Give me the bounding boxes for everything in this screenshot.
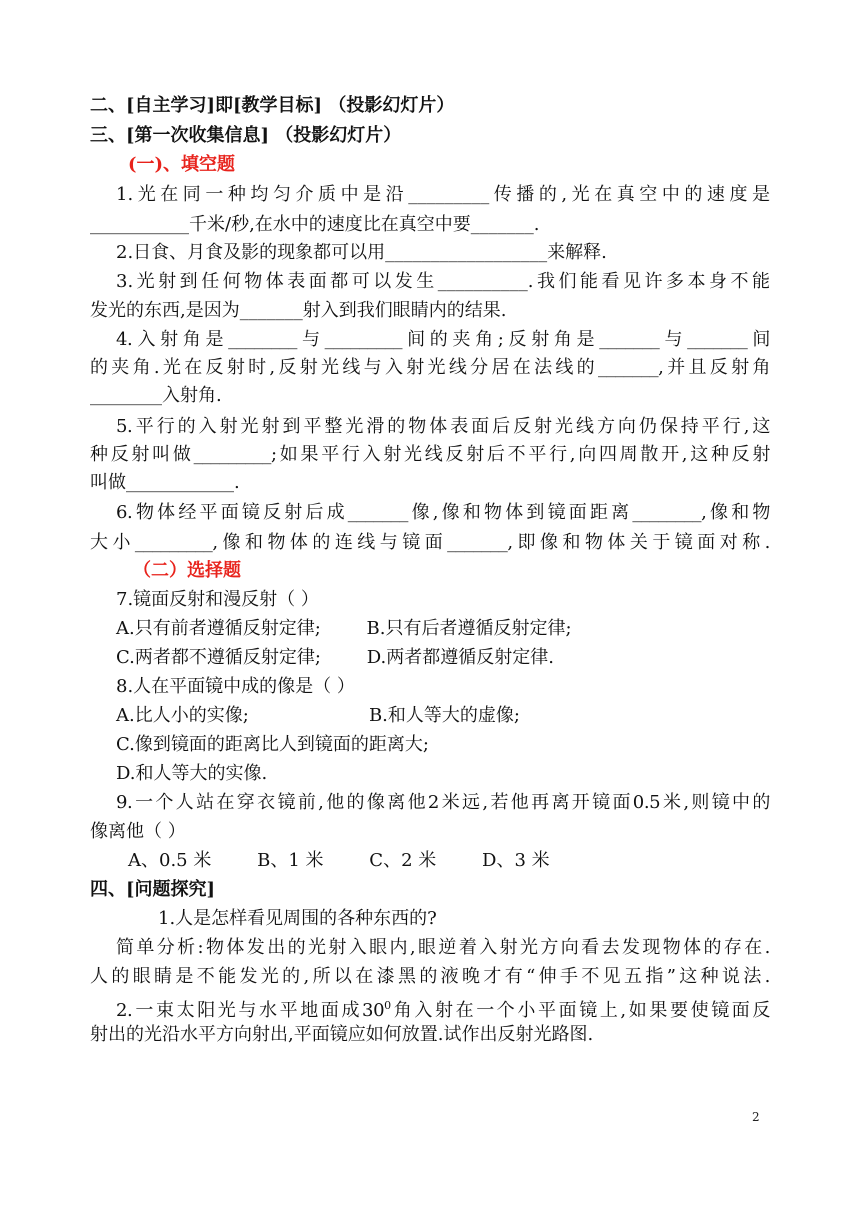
inquiry-1: 1.人是怎样看见周围的各种东西的?	[158, 908, 437, 929]
question-9-options: A、0.5 米 B、1 米 C、2 米 D、3 米	[128, 850, 550, 871]
question-4-line-3: ________入射角.	[90, 385, 222, 406]
section-4-heading: 四、[问题探究]	[90, 879, 216, 900]
question-9-line-2: 像离他（ ）	[90, 821, 186, 842]
question-3-line-2: 发光的东西,是因为_______射入到我们眼睛内的结果.	[90, 300, 507, 321]
page-number: 2	[752, 1110, 760, 1124]
inquiry-2-line-2: 射出的光沿水平方向射出,平面镜应如何放置.试作出反射光路图.	[90, 1024, 594, 1045]
question-9-line-1: 9.一个人站在穿衣镜前,他的像离他2米远,若他再离开镜面0.5米,则镜中的	[116, 792, 770, 813]
question-2: 2.日食、月食及影的现象都可以用__________________来解释.	[116, 242, 607, 263]
inquiry-1-analysis-line-1: 简单分析:物体发出的光射入眼内,眼逆着入射光方向看去发现物体的存在.	[116, 937, 770, 958]
question-7-options-ab: A.只有前者遵循反射定律; B.只有后者遵循反射定律;	[116, 618, 572, 639]
question-8-options-ab: A.比人小的实像; B.和人等大的虚像;	[116, 705, 520, 726]
question-7-options-cd: C.两者都不遵循反射定律; D.两者都遵循反射定律.	[116, 647, 554, 668]
question-4-line-1: 4.入射角是________与_________间的夹角;反射角是_______与_______间	[116, 329, 770, 350]
question-5-line-3: 叫做____________.	[90, 472, 240, 493]
section-2-heading: 二、[自主学习]即[教学目标] （投影幻灯片）	[90, 95, 455, 116]
question-5-line-1: 5.平行的入射光射到平整光滑的物体表面后反射光线方向仍保持平行,这	[116, 416, 770, 437]
inquiry-1-analysis-line-2: 人的眼睛是不能发光的,所以在漆黑的液晚才有“伸手不见五指”这种说法.	[90, 966, 770, 987]
inquiry-2-line-1	[116, 994, 770, 1023]
section-3-heading: 三、[第一次收集信息] （投影幻灯片）	[90, 125, 402, 146]
inquiry-2-text-a: 2.一束太阳光与水平地面成30	[116, 1000, 385, 1021]
question-8: 8.人在平面镜中成的像是（ ）	[116, 676, 355, 697]
question-1-line-1: 1.光在同一种均匀介质中是沿_________传播的,光在真空中的速度是	[116, 184, 770, 205]
fill-blank-heading: (一)、填空题	[128, 154, 236, 175]
question-8-option-d: D.和人等大的实像.	[116, 763, 268, 784]
question-3-line-1: 3.光射到任何物体表面都可以发生__________.我们能看见许多本身不能	[116, 271, 770, 292]
question-8-option-c: C.像到镜面的距离比人到镜面的距离大;	[116, 734, 429, 755]
multiple-choice-heading: （二）选择题	[133, 560, 241, 581]
question-4-line-2: 的夹角.光在反射时,反射光线与入射光线分居在法线的_______,并且反射角	[90, 357, 770, 378]
inquiry-2-text-b: 角入射在一个小平面镜上,如果要使镜面反	[390, 1000, 771, 1021]
question-5-line-2: 种反射叫做_________;如果平行入射光线反射后不平行,向四周散开,这种反射	[90, 444, 770, 465]
question-7: 7.镜面反射和漫反射（ ）	[116, 589, 319, 610]
question-1-line-2: ___________千米/秒,在水中的速度比在真空中要_______.	[90, 214, 540, 235]
question-6-line-1: 6.物体经平面镜反射后成_______像,像和物体到镜面距离________,像和物	[116, 502, 770, 523]
question-6-line-2: 大小_________,像和物体的连线与镜面_______,即像和物体关于镜面对称.	[90, 532, 770, 553]
degree-superscript: 0	[384, 999, 391, 1012]
